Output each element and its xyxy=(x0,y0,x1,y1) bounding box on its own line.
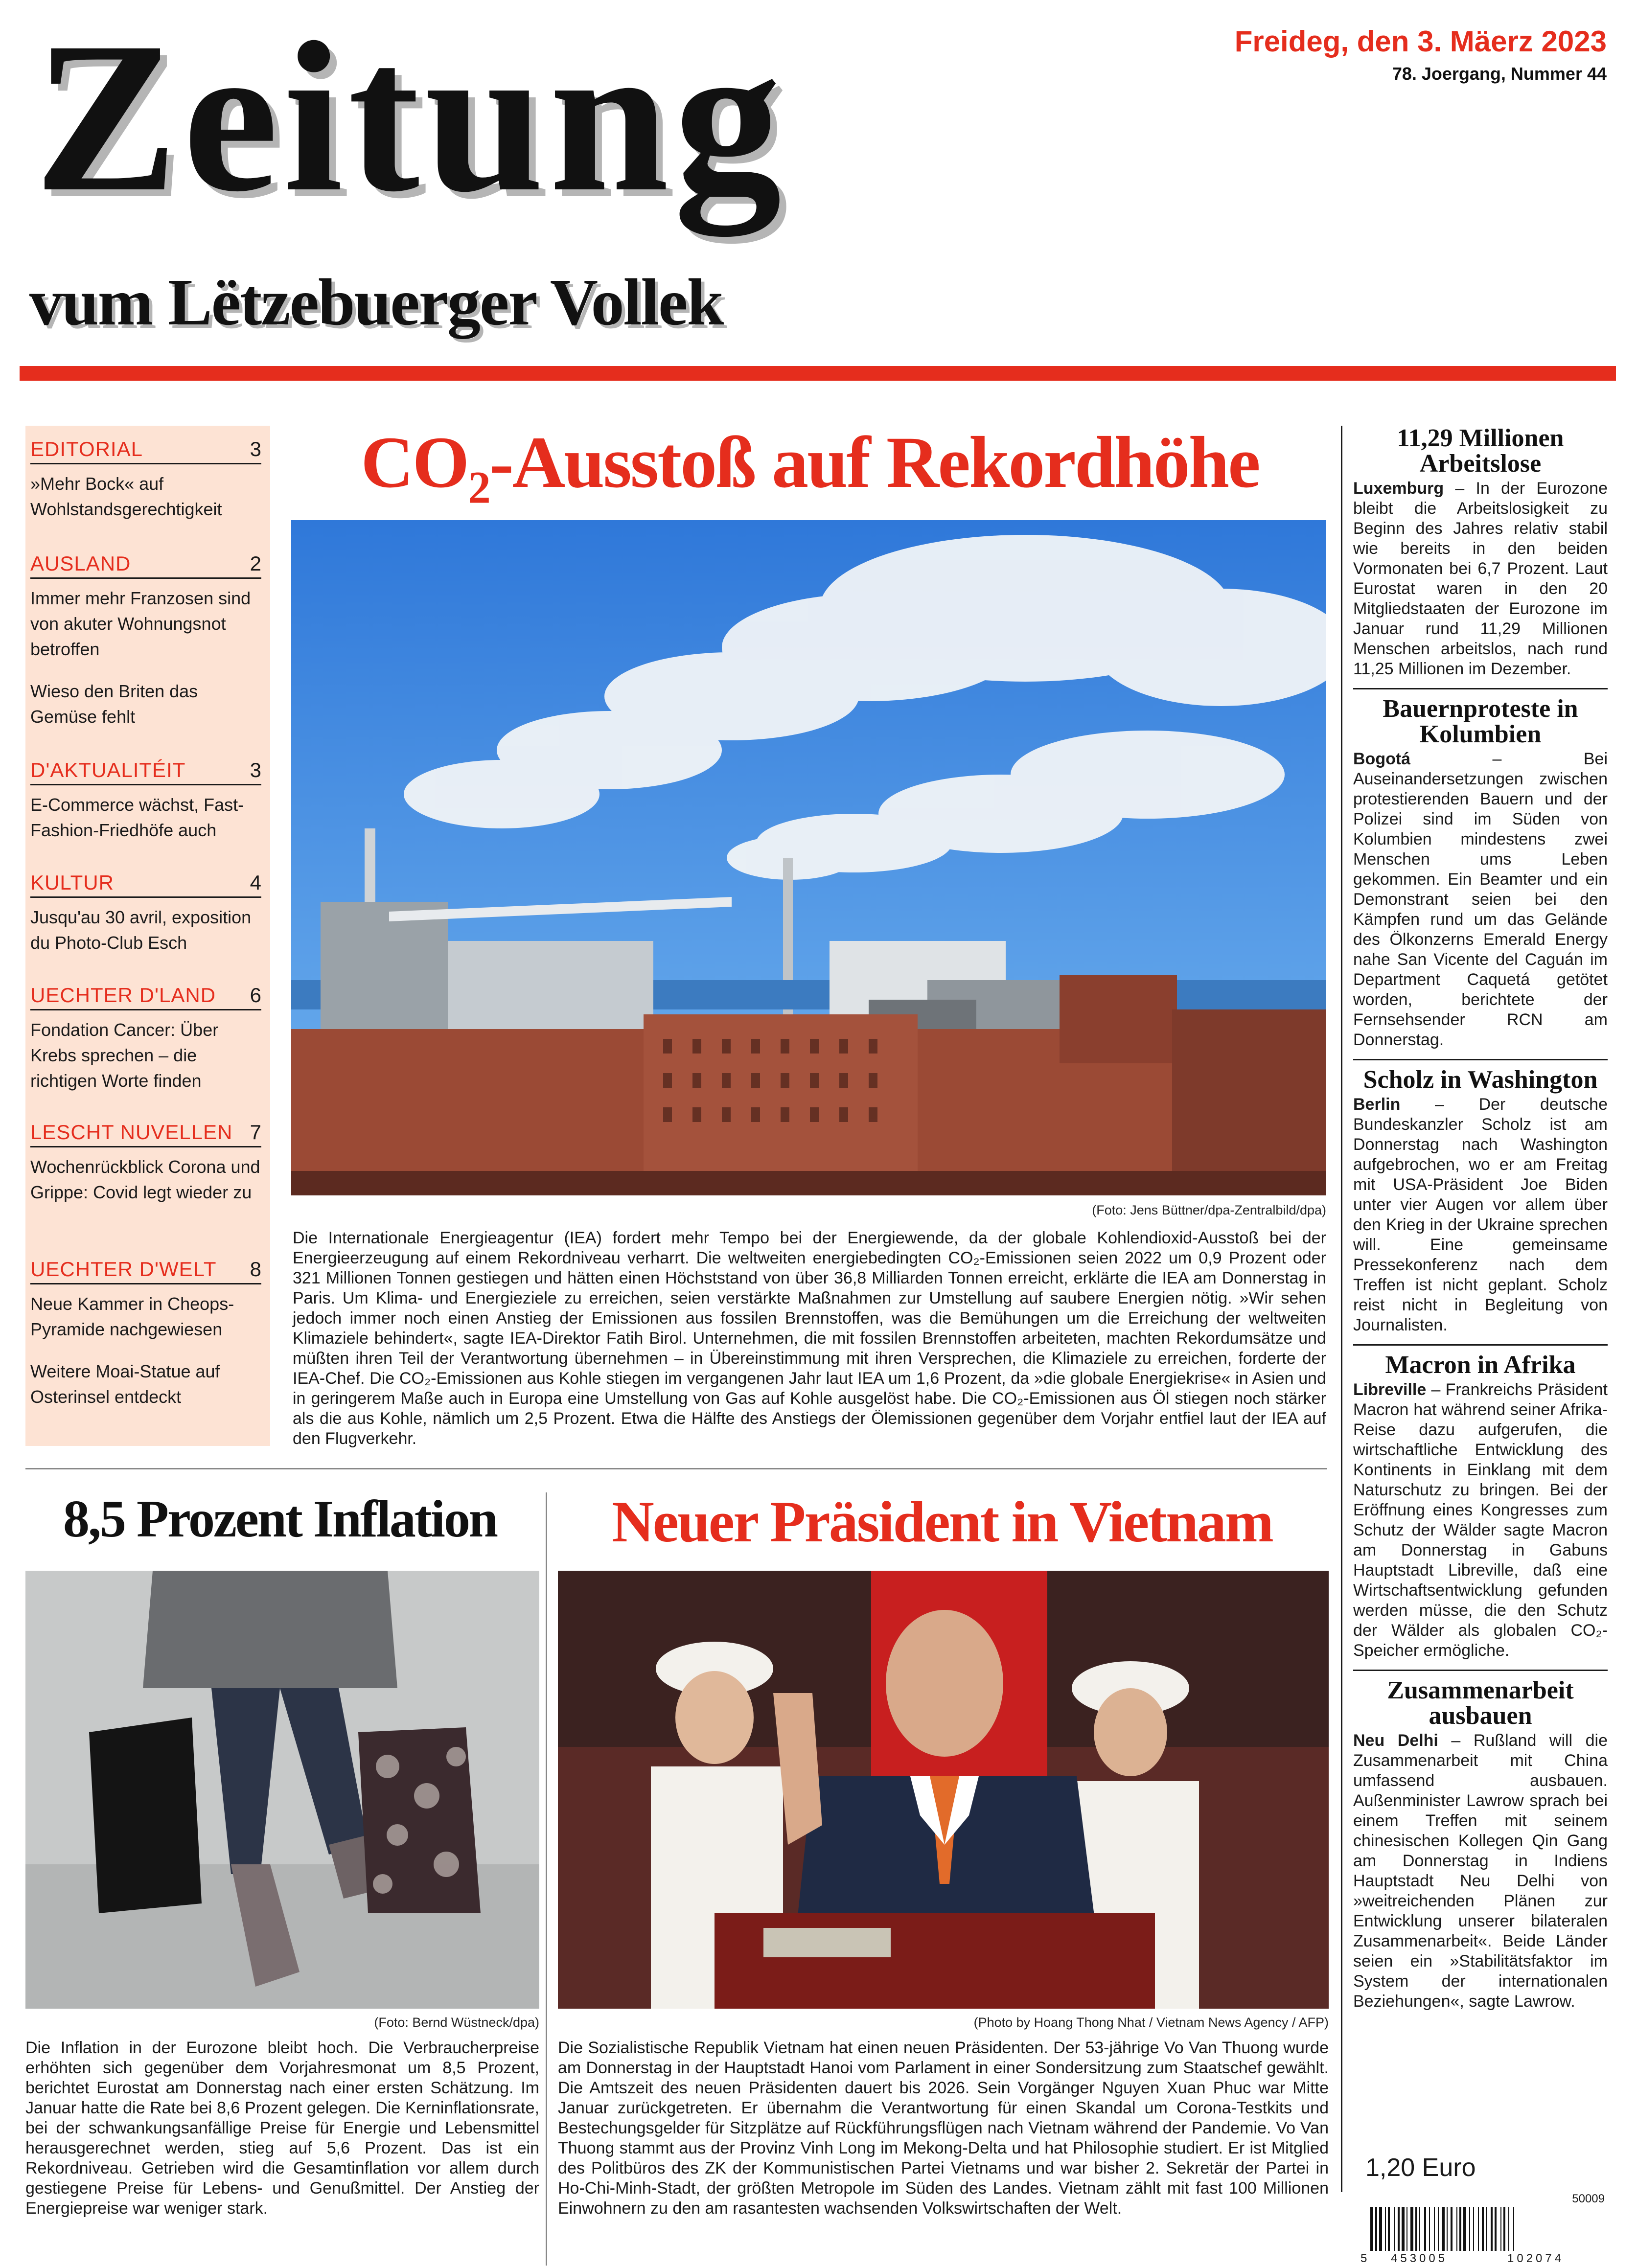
inflation-article-body: Die Inflation in der Eurozone bleibt hoch. Die Verbraucherpreise erhöhten sich gegenüber dem Vorjahresmonat um 8,5 Prozent, berichtet Eurostat am Donnerstag nach einer ersten Schätzung. Im Januar hatte die Rate bei 8,6 Prozent gelegen. Die Kerninflationsrate, bei der schwankungsanfällige Preise für Energie und Lebensmittel herausgerechnet werden, stieg auf 5,6 Prozent. Das ist ein Rekordniveau. Getrieben wird die Gesamtinflation vor allem durch gestiegene Preise für Lebens- und Genußmittel. Der Anstieg der Energiepreise war weniger stark. xyxy=(25,2039,539,2218)
index-section[interactable] xyxy=(25,1258,270,1410)
section-divider xyxy=(25,1468,1327,1469)
index-entry[interactable]: Wieso den Briten das Gemüse fehlt xyxy=(30,681,198,727)
brief-divider xyxy=(1353,688,1608,689)
inflation-photo xyxy=(25,1571,539,2009)
inflation-photo-caption: (Foto: Bernd Wüstneck/dpa) xyxy=(374,2015,539,2030)
barcode-bar xyxy=(1463,2207,1466,2251)
barcode-bar xyxy=(1434,2207,1435,2251)
brief-text: – Frankreichs Präsident Macron hat während seiner Afrika-Reise dazu aufgerufen, die wirtschaftliche Entwicklung des Kontinents in Einklang mit dem Naturschutz zu bringen. Bei der Eröffnung eines Kongresses zum Schutz der Wälder sagte Macron am Donnerstag in Gabuns Hauptstadt Libreville, daß eine Wirtschaftsentwicklung gefunden werden müsse, die den Schutz der Wälder als globalen CO₂-Speicher ermögliche. xyxy=(1353,1380,1608,1660)
index-page-number: 6 xyxy=(250,984,261,1007)
brief-text: – In der Eurozone bleibt die Arbeitslosigkeit zu Beginn des Jahres relativ stabil wie bereits in den beiden Vormonaten bei 6,7 Prozent. Laut Eurostat waren in den 20 Mitgliedstaaten der Eurozone im Januar rund 11,29 Millionen Menschen arbeitslos, nach rund 11,25 Millionen im Dezember. xyxy=(1353,479,1608,678)
headline-part: CO xyxy=(361,422,468,503)
news-brief[interactable] xyxy=(1353,696,1608,1050)
masthead-subtitle: vum Lëtzebuerger Vollek xyxy=(29,266,723,339)
brief-divider xyxy=(1353,1059,1608,1060)
issue-date: Freideg, den 3. Mäerz 2023 xyxy=(1234,25,1607,58)
index-section[interactable] xyxy=(25,758,270,843)
barcode-addon: 50009 xyxy=(1572,2192,1605,2205)
barcode-bar xyxy=(1410,2207,1413,2251)
brief-location: Berlin xyxy=(1353,1095,1401,1114)
barcode-bar xyxy=(1424,2207,1426,2251)
barcode-bar xyxy=(1469,2207,1470,2251)
index-section-title[interactable]: LESCHT NUVELLEN xyxy=(30,1121,233,1144)
price: 1,20 Euro xyxy=(1365,2153,1476,2182)
vietnam-headline[interactable]: Neuer Präsident in Vietnam xyxy=(612,1489,1272,1554)
index-page-number: 8 xyxy=(250,1258,261,1281)
brief-title[interactable]: Bauernproteste in Kolumbien xyxy=(1383,695,1578,748)
news-briefs-column xyxy=(1353,426,1608,2020)
news-brief[interactable] xyxy=(1353,426,1608,679)
vietnam-article-body: Die Sozialistische Republik Vietnam hat einen neuen Präsidenten. Der 53-jährige Vo Van Thuong wurde am Donnerstag in der Hauptstadt Hanoi vom Parlament in einer Sondersitzung zum Staatschef gewählt. Die Amtszeit des neuen Präsidenten dauert bis 2026. Sein Vorgänger Nguyen Xuan Phuc war Mitte Januar zurückgetreten. Er übernahm die Verantwortung für einen Skandal um Corona-Testkits und Bestechungsgelder für Sitzplätze auf Rückführungsflügen nach Vietnam während der Pandemie. Vo Van Thuong stammt aus der Provinz Vinh Long im Mekong-Delta und hat Philosophie studiert. Er ist Mitglied des Politbüros des ZK der Kommunistischen Partei Vietnams und war bisher 2. Sekretär der Partei in Ho-Chi-Minh-Stadt, der größten Metropole im Süden des Landes. Vietnam zählt mit fast 100 Millionen Einwohnern zu den am rasantesten wachsenden Volkswirtschaften der Welt. xyxy=(558,2039,1329,2218)
barcode-bar xyxy=(1402,2207,1405,2251)
index-page-number: 4 xyxy=(250,871,261,894)
barcode-bar xyxy=(1513,2207,1514,2251)
table-of-contents xyxy=(25,426,270,1446)
column-divider xyxy=(546,1492,547,2266)
brief-body xyxy=(1353,479,1608,679)
barcode-bar xyxy=(1491,2207,1493,2251)
brief-body xyxy=(1353,1380,1608,1661)
vietnam-photo-caption: (Photo by Hoang Thong Nhat / Vietnam News Agency / AFP) xyxy=(973,2015,1329,2030)
index-page-number: 7 xyxy=(250,1121,261,1144)
barcode xyxy=(1360,2192,1608,2266)
column-divider xyxy=(1341,426,1342,2192)
barcode-bar xyxy=(1486,2207,1487,2251)
barcode-bar xyxy=(1495,2207,1497,2251)
brief-body xyxy=(1353,1731,1608,2012)
barcode-bar xyxy=(1482,2207,1484,2251)
barcode-bar xyxy=(1447,2207,1448,2251)
barcode-bar xyxy=(1398,2207,1400,2251)
barcode-bar xyxy=(1500,2207,1501,2251)
index-entry[interactable]: Fondation Cancer: Über Krebs sprechen – die richtigen Worte finden xyxy=(30,1020,219,1091)
brief-title[interactable]: Scholz in Washington xyxy=(1363,1066,1598,1094)
barcode-right-digits: 102074 xyxy=(1507,2252,1565,2265)
index-entry[interactable]: E-Commerce wächst, Fast-Fashion-Friedhöfe auch xyxy=(30,795,244,840)
index-section[interactable] xyxy=(25,984,270,1094)
index-entry[interactable]: »Mehr Bock« auf Wohlstandsgerechtigkeit xyxy=(30,474,222,519)
barcode-bar xyxy=(1388,2207,1390,2251)
index-section-title[interactable]: UECHTER D'WELT xyxy=(30,1258,217,1281)
barcode-left-digits: 453005 xyxy=(1391,2252,1448,2265)
brief-body xyxy=(1353,749,1608,1050)
brief-location: Luxemburg xyxy=(1353,479,1444,498)
brief-title[interactable]: 11,29 Millionen Arbeitslose xyxy=(1397,424,1564,478)
lead-photo xyxy=(291,520,1326,1195)
vietnam-photo xyxy=(558,1571,1329,2009)
lead-photo-caption: (Foto: Jens Büttner/dpa-Zentralbild/dpa) xyxy=(1092,1203,1326,1217)
barcode-bar xyxy=(1379,2207,1382,2251)
masthead-title: Zeitung xyxy=(34,0,786,236)
lead-article-body: Die Internationale Energieagentur (IEA) fordert mehr Tempo bei der Energiewende, da der globale Kohlendioxid-Ausstoß bei der Energieerzeugung auf einem Rekordniveau verharrt. Die weltweiten energiebedingten CO₂-Emissionen seien 2022 um 0,9 Prozent oder 321 Millionen Tonnen gestiegen und hätten einen Höchststand von über 36,8 Milliarden Tonnen erreicht, erklärte die IEA am Donnerstag in Paris. Um Klima- und Energieziele zu erreichen, seien verstärkte Maßnahmen zur Umstellung auf saubere Energien nötig. »Wir sehen jedoch immer noch einen Anstieg der Emissionen aus fossilen Brennstoffen, was die Bemühungen um die Erreichung der weltweiten Klimaziele behindert«, sagte IEA-Direktor Fatih Birol. Unternehmen, die mit fossilen Brennstoffen arbeiteten, machten Rekordumsätze und müßten ihren Teil der Verantwortung übernehmen – in Übereinstimmung mit ihren Versprechen, die Klimaziele zu erreichen, forderte der IEA-Chef. Die CO₂-Emissionen aus Kohle stiegen im vergangenen Jahr laut IEA um 1,6 Prozent, da »die globale Energiekrise« in Asien und in geringerem Maße auch in Europa eine Umstellung von Gas auf Kohle ausgelöst habe. Die CO₂-Emissionen aus Öl stiegen noch stärker als die aus Kohle, nämlich um 2,5 Prozent. Etwa die Hälfte des Anstiegs der Ölemissionen gegenüber dem Vorjahr entfiel laut der IEA auf den Flugverkehr. xyxy=(293,1229,1326,1448)
index-entry[interactable]: Weitere Moai-Statue auf Osterinsel entdeckt xyxy=(30,1361,220,1407)
inflation-headline[interactable]: 8,5 Prozent Inflation xyxy=(63,1490,497,1548)
brief-title[interactable]: Zusammenarbeit ausbauen xyxy=(1387,1676,1574,1730)
index-section-title[interactable]: EDITORIAL xyxy=(30,437,143,460)
index-entry[interactable]: Jusqu'au 30 avril, exposition du Photo-Club Esch xyxy=(30,907,252,953)
index-entry[interactable]: Wochenrückblick Corona und Grippe: Covid legt wieder zu xyxy=(30,1157,260,1202)
index-section-title[interactable]: KULTUR xyxy=(30,871,114,894)
index-section-title[interactable]: D'AKTUALITÉIT xyxy=(30,758,186,781)
headline-part: -Ausstoß auf Rekordhöhe xyxy=(489,422,1259,503)
brief-text: – Der deutsche Bundeskanzler Scholz ist am Donnerstag nach Washington aufgebrochen, wo er am Freitag mit USA-Präsident Joe Biden unter vier Augen vor allem über den Krieg in der Ukraine sprechen will. Eine gemeinsame Pressekonferenz nach dem Treffen ist nicht geplant. Scholz reist nicht in Begleitung von Journalisten. xyxy=(1353,1095,1608,1334)
lead-headline[interactable] xyxy=(294,421,1326,513)
barcode-digit: 5 xyxy=(1360,2252,1367,2265)
barcode-bar xyxy=(1442,2207,1445,2251)
index-section-title[interactable]: UECHTER D'LAND xyxy=(30,984,216,1007)
brief-body xyxy=(1353,1095,1608,1335)
news-brief[interactable] xyxy=(1353,1067,1608,1335)
barcode-bar xyxy=(1375,2207,1377,2251)
barcode-bar xyxy=(1394,2207,1395,2251)
brief-location: Bogotá xyxy=(1353,750,1411,768)
index-section[interactable] xyxy=(25,552,270,730)
index-entry[interactable]: Immer mehr Franzosen sind von akuter Wohnungsnot betroffen xyxy=(30,588,251,659)
barcode-bar xyxy=(1473,2207,1474,2251)
index-page-number: 3 xyxy=(250,437,261,460)
masthead-rule xyxy=(20,366,1616,381)
barcode-bar xyxy=(1429,2207,1430,2251)
barcode-bar xyxy=(1419,2207,1420,2251)
barcode-bar xyxy=(1385,2207,1386,2251)
barcode-bar xyxy=(1438,2207,1439,2251)
index-entry[interactable]: Neue Kammer in Cheops-Pyramide nachgewiesen xyxy=(30,1294,234,1339)
barcode-bar xyxy=(1370,2207,1373,2251)
index-section-title[interactable]: AUSLAND xyxy=(30,552,131,575)
barcode-bar xyxy=(1503,2207,1505,2251)
issue-volume: 78. Joergang, Nummer 44 xyxy=(1392,64,1607,84)
barcode-bar xyxy=(1451,2207,1453,2251)
barcode-bar xyxy=(1456,2207,1457,2251)
barcode-bar xyxy=(1406,2207,1407,2251)
barcode-bar xyxy=(1415,2207,1417,2251)
brief-title[interactable]: Macron in Afrika xyxy=(1385,1351,1576,1379)
headline-subscript: 2 xyxy=(468,462,489,513)
index-page-number: 2 xyxy=(250,552,261,575)
index-page-number: 3 xyxy=(250,758,261,781)
index-section[interactable] xyxy=(25,871,270,956)
brief-divider xyxy=(1353,1670,1608,1671)
news-brief[interactable] xyxy=(1353,1678,1608,2012)
index-section[interactable] xyxy=(25,437,270,522)
barcode-bar xyxy=(1508,2207,1509,2251)
brief-text: – Bei Auseinandersetzungen zwischen protestierenden Bauern und der Polizei sind im Süden von Kolumbien mindestens zwei Menschen ums Leben gekommen. Ein Beamter und ein Demonstrant seien bei den Kämpfen rund um das Gelände des Ölkonzerns Emerald Energy nahe San Vicente del Caguán im Department Caquetá getötet worden, berichtete der Fernsehsender RCN am Donnerstag. xyxy=(1353,750,1608,1049)
brief-divider xyxy=(1353,1344,1608,1346)
barcode-bar xyxy=(1459,2207,1461,2251)
news-brief[interactable] xyxy=(1353,1352,1608,1661)
brief-text: – Rußland will die Zusammenarbeit mit China umfassend ausbauen. Außenminister Lawrow sprach bei einem Treffen mit seinem chinesischen Kollegen Qin Gang am Donnerstag in Indiens Hauptstadt Neu Delhi von »weitreichenden Plänen zur Entwicklung unserer bilateralen Zusammenarbeit«. Beide Länder seien ein »Stabilitätsfaktor im System der internationalen Beziehungen«, sagte Lawrow. xyxy=(1353,1731,1608,2011)
index-section[interactable] xyxy=(25,1121,270,1205)
brief-location: Neu Delhi xyxy=(1353,1731,1438,1750)
brief-location: Libreville xyxy=(1353,1380,1427,1399)
barcode-bar xyxy=(1478,2207,1479,2251)
